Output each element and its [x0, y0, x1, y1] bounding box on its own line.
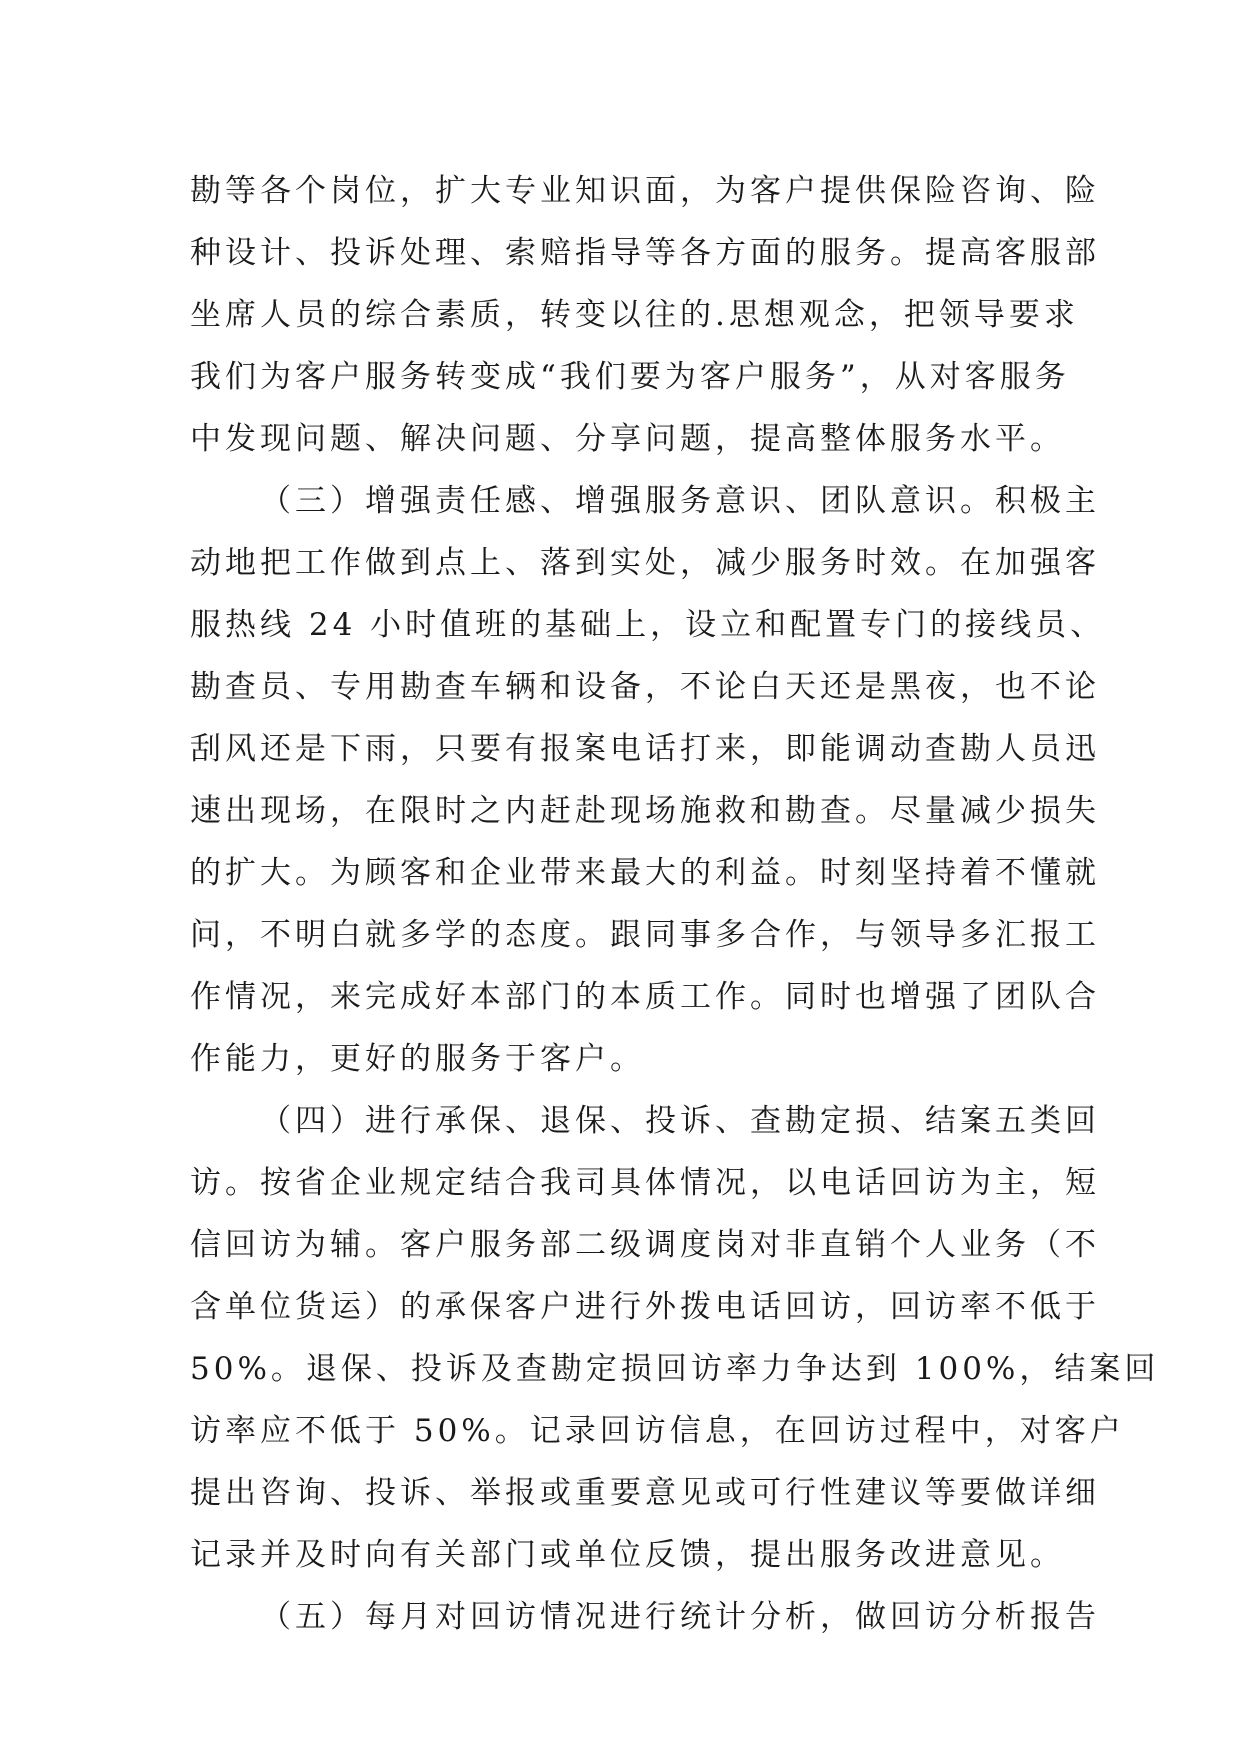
text-line: 50%。退保、投诉及查勘定损回访率力争达到 100%，结案回	[190, 1351, 1160, 1387]
document-body	[190, 160, 1160, 1648]
text-line: 勘等各个岗位，扩大专业知识面，为客户提供保险咨询、险	[190, 173, 1100, 209]
text-line: 访。按省企业规定结合我司具体情况，以电话回访为主，短	[190, 1165, 1100, 1201]
text-line: 勘查员、专用勘查车辆和设备，不论白天还是黑夜，也不论	[190, 669, 1100, 705]
text-line: 信回访为辅。客户服务部二级调度岗对非直销个人业务（不	[190, 1227, 1100, 1263]
text-line: 问，不明白就多学的态度。跟同事多合作，与领导多汇报工	[190, 917, 1100, 953]
text-line: （五）每月对回访情况进行统计分析，做回访分析报告	[260, 1599, 1100, 1635]
text-line: 提出咨询、投诉、举报或重要意见或可行性建议等要做详细	[190, 1475, 1100, 1511]
text-line: 速出现场，在限时之内赶赴现场施救和勘查。尽量减少损失	[190, 793, 1100, 829]
text-line: 动地把工作做到点上、落到实处，减少服务时效。在加强客	[190, 545, 1100, 581]
text-line: （三）增强责任感、增强服务意识、团队意识。积极主	[260, 483, 1100, 519]
text-line: 中发现问题、解决问题、分享问题，提高整体服务水平。	[190, 421, 1065, 457]
text-line: 刮风还是下雨，只要有报案电话打来，即能调动查勘人员迅	[190, 731, 1100, 767]
text-line: 我们为客户服务转变成“我们要为客户服务”，从对客服务	[190, 359, 1070, 395]
text-line: 坐席人员的综合素质，转变以往的.思想观念，把领导要求	[190, 297, 1079, 333]
text-line: （四）进行承保、退保、投诉、查勘定损、结案五类回	[260, 1103, 1100, 1139]
text-line: 作能力，更好的服务于客户。	[190, 1041, 645, 1077]
text-line: 种设计、投诉处理、索赔指导等各方面的服务。提高客服部	[190, 235, 1100, 271]
text-line: 记录并及时向有关部门或单位反馈，提出服务改进意见。	[190, 1537, 1065, 1573]
text-line: 的扩大。为顾客和企业带来最大的利益。时刻坚持着不懂就	[190, 855, 1100, 891]
text-line: 服热线 24 小时值班的基础上，设立和配置专门的接线员、	[190, 607, 1106, 643]
text-line: 作情况，来完成好本部门的本质工作。同时也增强了团队合	[190, 979, 1100, 1015]
text-line: 含单位货运）的承保客户进行外拨电话回访，回访率不低于	[190, 1289, 1100, 1325]
text-line: 访率应不低于 50%。记录回访信息，在回访过程中，对客户	[190, 1413, 1125, 1449]
